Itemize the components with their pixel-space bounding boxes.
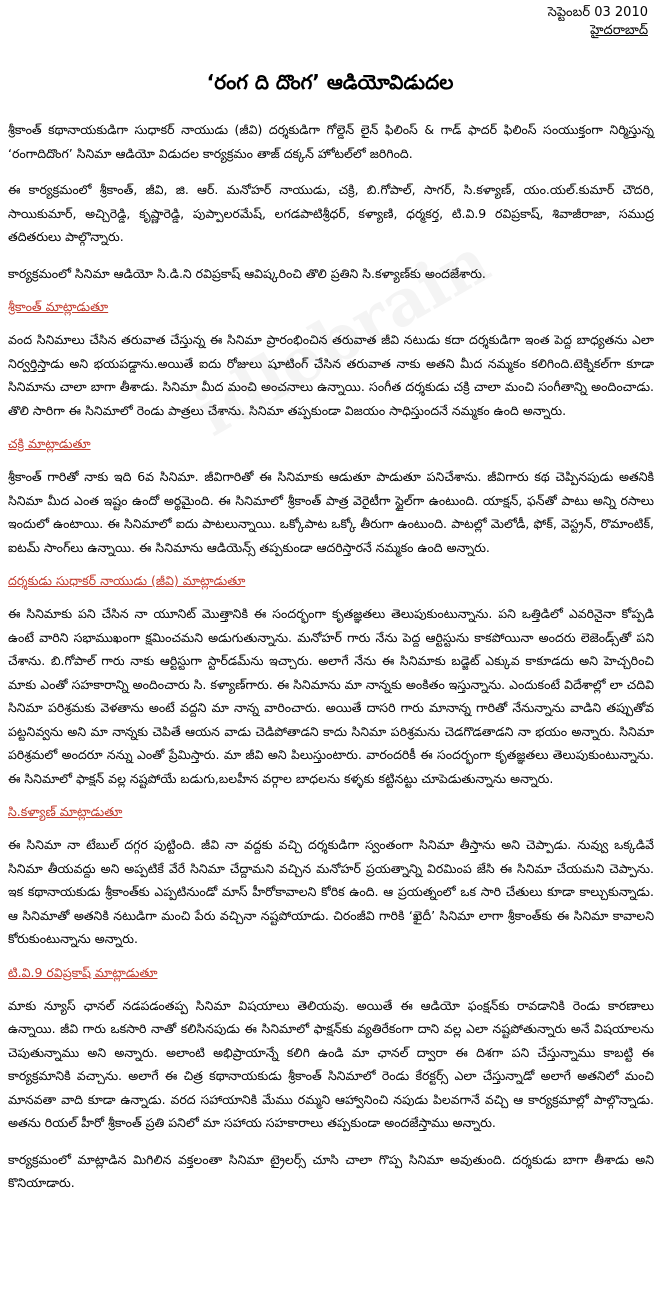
section-paragraph: ఈ సినిమా నా టేబుల్ దగ్గర పుట్టింది. జీవి నా వద్దకు వచ్చి దర్శకుడిగా స్వంతంగా సినిమా తీస్తాను అని చెప్పాడు. నువ్వు ఒక్కడివే సినిమా తీయవద్దు అని అప్పటికే వేరే సినిమా చేద్దామని వచ్చిన మనోహర్ ప్రయత్నాన్ని విరమింప జేసి ఈ సినిమా చేయమని చెప్పాను. ఇక కథానాయకుడు శ్రీకాంత్‌కు ఎప్పటినుండో మాస్ హీరోకావాలని కోరిక ఉంది. ఆ ప్రయత్నంలో ఒక సారి చేతులు కూడా కాల్చుకున్నాడు. ఆ సినిమాతో అతనికి నటుడిగా మంచి పేరు వచ్చినా నష్టపోయాడు. చిరంజీవి గారికి ‘ఖైదీ’ సినిమా లాగా శ్రీకాంత్‌కు ఈ సినిమా కావాలని కోరుకుంటున్నాను అన్నారు.	[8, 837, 654, 946]
section-heading-srikanth: శ్రీకాంత్ మాట్లాడుతూ	[8, 299, 109, 314]
article-body	[8, 118, 654, 1208]
section-paragraph: వంద సినిమాలు చేసిన తరువాత చేస్తున్న ఈ సినిమా ప్రారంభించిన తరువాత జీవి నటుడు కదా దర్శకుడిగా ఇంత పెద్ద బాధ్యతను ఎలా నిర్వర్తిస్తాడు అని భయపడ్డాను.అయితే ఐదు రోజులు షూటింగ్ చేసిన తరువాత నాకు అతని మీద నమ్మకం కలిగింది.టెక్నికల్‌గా కూడా సినిమాను చాలా బాగా తీశాడు. సినిమా మీద మంచి అంచనాలు ఉన్నాయి. సంగీత దర్శకుడు చక్రి చాలా మంచి సంగీతాన్ని అందించాడు. తొలి సారిగా ఈ సినిమాలో రెండు పాత్రలు చేశాను. సినిమా తప్పకుండా విజయం సాధిస్తుందనే నమ్మకం ఉంది అన్నారు.	[8, 332, 654, 418]
article-meta	[548, 4, 648, 40]
article-location: హైదరాబాద్	[590, 23, 648, 38]
section-heading-chakri: చక్రి మాట్లాడుతూ	[8, 436, 91, 451]
section-paragraph: ఈ సినిమాకు పని చేసిన నా యూనిట్ మొత్తానికి ఈ సందర్భంగా కృతజ్ఞతలు తెలుపుకుంటున్నాను. పని ఒత్తిడిలో ఎవరినైనా కోప్పడి ఉంటే వారిని సభాముఖంగా క్షమించమని అడుగుతున్నాను. మనోహర్ గారు నేను పెద్ద ఆర్టిస్టును కాకపోయినా అందరు లెజెండ్స్‌తో పని చేశాను. బి.గోపాల్ గారు నాకు ఆర్టిస్టుగా స్టార్‌డమ్‌ను ఇచ్చారు. అలాగే నేను ఈ సినిమాకు బడ్జెట్ ఎక్కువ కాకూడదు అని హెచ్చరించి మాకు ఎంతో సహకారాన్ని అందించారు సి. కళ్యాణ్‌గారు. ఈ సినిమాను మా నాన్నకు అంకితం ఇస్తున్నాను. ఎందుకంటే విదేశాల్లో లా చదివి సినిమా పరిశ్రమకు వెళతాను అంటే వద్దని మా నాన్న వారించారు. అయితే దాసరి గారు మానాన్న గారితో నేనున్నాను వాడిని తప్పుతోవ పట్టనివ్వను అని మా నాన్నకు చెపితే ఆయన వాడు చెడిపోతాడని కాదు సినిమా పరిశ్రమను చెడగొడతాడని నా భయం అన్నారు. సినిమా పరిశ్రమలో అందరూ నన్ను ఎంతో ప్రేమిస్తారు. మా జీవి అని పిలుస్తుంటారు. వారందరికీ ఈ సందర్భంగా కృతజ్ఞతలు తెలుపుకుంటున్నాను. ఈ సినిమాలో ఫాక్షన్ వల్ల నష్టపోయే బడుగు,బలహీన వర్గాల బాధలను కళ్ళకు కట్టినట్టు చూపెడుతున్నాను అన్నారు.	[8, 606, 654, 786]
intro-paragraph: శ్రీకాంత్ కథానాయకుడిగా సుధాకర్ నాయుడు (జీవి) దర్శకుడిగా గోల్డెన్ లైన్ ఫిలింస్ & గాడ్ ఫాదర్ ఫిలింస్ సంయుక్తంగా నిర్మిస్తున్న ‘రంగాదిదొంగ’ సినిమా ఆడియో విడుదల కార్యక్రమం తాజ్ దక్కన్ హోటల్‌లో జరిగింది.	[8, 122, 654, 161]
section-paragraph: శ్రీకాంత్ గారితో నాకు ఇది 6వ సినిమా. జీవిగారితో ఈ సినిమాకు ఆడుతూ పాడుతూ పనిచేశాను. జీవిగారు కథ చెప్పినపుడు అతనికి సినిమా మీద ఎంత ఇష్టం ఉందో అర్థమైంది. ఈ సినిమాలో శ్రీకాంత్ పాత్ర వెరైటీగా స్టైల్‌గా ఉంటుంది. యాక్షన్, ఫన్‌తో పాటు అన్ని రసాలు ఇందులో ఉంటాయి. ఈ సినిమాలో ఐదు పాటలున్నాయి. ఒక్కోపాట ఒక్కో తీరుగా ఉంటుంది. పాటల్లో మెలోడీ, ఫోక్, వెస్ట్రన్, రొమాంటిక్, ఐటమ్ సాంగ్‌లు ఉన్నాయి. ఈ సినిమాను ఆడియెన్స్ తప్పకుండా ఆదరిస్తారనే నమ్మకం ఉంది అన్నారు.	[8, 469, 654, 555]
section-heading-ravi-prakash: టి.వి.9 రవిప్రకాష్ మాట్లాడుతూ	[8, 964, 158, 980]
article-title: ‘రంగ ది దొంగ’ ఆడియోవిడుదల	[206, 70, 454, 94]
article-date: సెప్టెంబర్ 03 2010	[547, 5, 648, 20]
closing-paragraph: కార్యక్రమంలో మాట్లాడిన మిగిలిన వక్తలంతా సినిమా ట్రైలర్స్ చూసి చాలా గొప్ప సినిమా అవుతుంది. దర్శకుడు బాగా తీశాడు అని కొనియాడారు.	[8, 1151, 654, 1190]
section-paragraph: మాకు న్యూస్ ఛానల్ నడపడంతప్ప సినిమా విషయాలు తెలియవు. అయితే ఈ ఆడియో ఫంక్షన్‌కు రావడానికి రెండు కారణాలు ఉన్నాయి. జీవి గారు ఒకసారి నాతో కలిసినపుడు ఈ సినిమాలో ఫాక్షన్‌కు వ్యతిరేకంగా దాని వల్ల ఎలా నష్టపోతున్నారు అనే విషయాలను చెపుతున్నాము అని అన్నారు. అలాంటి అభిప్రాయాన్నే కలిగి ఉండి మా ఛానల్ ద్వారా ఈ దిశగా పని చేస్తున్నాము కాబట్టి ఈ కార్యక్రమానికి వచ్చాను. అలాగే ఈ చిత్ర కథానాయకుడు శ్రీకాంత్ సినిమాలో రెండు కేరక్టర్స్ ఎలా చేస్తున్నాడో అలాగే అతనిలో మంచి మానవతా వాది కూడా ఉన్నాడు. వరద సహాయానికి మేము రమ్మని ఆహ్వానించి నపుడు పిలవగానే వచ్చి ఆ కార్యక్రమాల్లో పాల్గొన్నాడు. అతను రియల్ హీరో శ్రీకాంత్ ప్రతి పనిలో మా సహాయ సహకారాలు తప్పకుండా అందజేస్తాము అన్నారు.	[8, 997, 654, 1130]
section-heading-c-kalyan: సి.కళ్యాణ్ మాట్లాడుతూ	[8, 804, 123, 819]
intro-paragraph: ఈ కార్యక్రమంలో శ్రీకాంత్, జీవి, జి. ఆర్. మనోహర్ నాయుడు, చక్రి, బి.గోపాల్, సాగర్, సి.కళ్యాణ్, యం.యల్.కుమార్ చౌదరి, సాయికుమార్, అచ్చిరెడ్డి, కృష్ణారెడ్డి, పుప్పాలరమేష్, లగడపాటిశ్రీధర్, కళ్యాణి, ధర్మకర్త, టి.వి.9 రవిప్రకాష్, శివాజీరాజా, సముద్ర తదితరులు పాల్గొన్నారు.	[8, 182, 654, 244]
intro-paragraph: కార్యక్రమంలో సినిమా ఆడియో సి.డి.ని రవిప్రకాష్ ఆవిష్కరించి తొలి ప్రతిని సి.కళ్యాణ్‌కు అందజేశారు.	[8, 265, 486, 281]
section-heading-director: దర్శకుడు సుధాకర్ నాయుడు (జీవి) మాట్లాడుతూ	[8, 573, 246, 588]
